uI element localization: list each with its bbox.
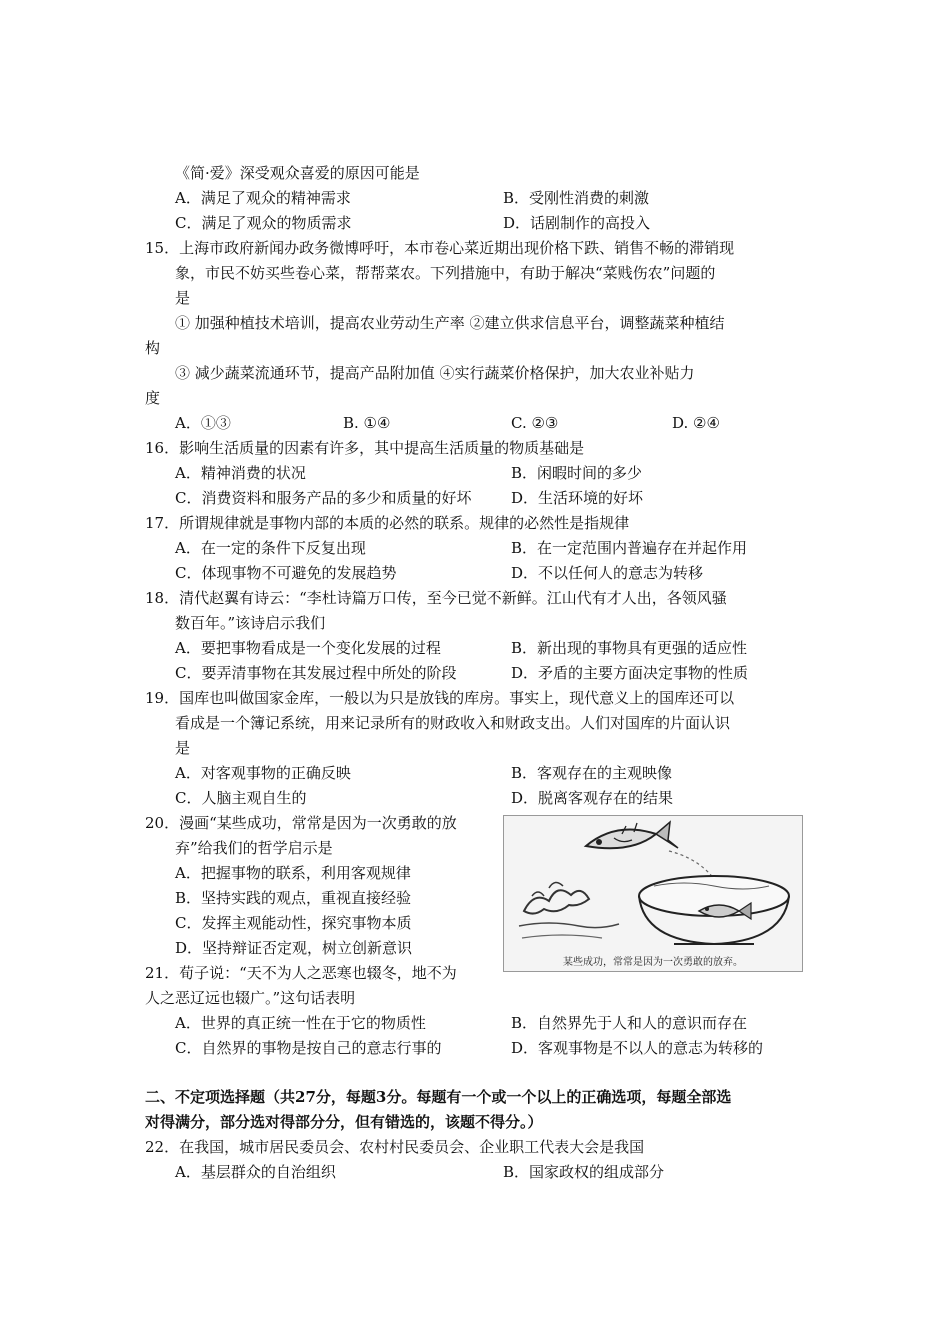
q20-option-d[interactable]: D．坚持辩证否定观，树立创新意识 [175,939,413,957]
q20-option-c[interactable]: C．发挥主观能动性，探究事物本质 [175,914,412,932]
q20-stem-line1: 20．漫画“某些成功，常常是因为一次勇敢的放 [145,814,457,832]
q20-option-b[interactable]: B．坚持实践的观点，重视直接经验 [175,889,412,907]
q18-option-a[interactable]: A．要把事物看成是一个变化发展的过程 [175,639,441,657]
cartoon-caption: 某些成功，常常是因为一次勇敢的放弃。 [563,957,743,968]
q16-option-b[interactable]: B．闲暇时间的多少 [511,464,643,482]
q15-stem-line2: 象，市民不妨买些卷心菜，帮帮菜农。下列措施中，有助于解决“菜贱伤农”问题的 [175,264,716,282]
q22-option-b[interactable]: B．国家政权的组成部分 [503,1163,665,1181]
cartoon-image [503,815,803,972]
q14-option-d[interactable]: D．话剧制作的高投入 [503,214,651,232]
q21-option-a[interactable]: A．世界的真正统一性在于它的物质性 [175,1014,426,1032]
q15-item-line4: 度 [145,389,161,407]
q19-option-a[interactable]: A．对客观事物的正确反映 [175,764,351,782]
q15-item-line1: ① 加强种植技术培训，提高农业劳动生产率 ②建立供求信息平台，调整蔬菜种植结 [175,314,725,332]
q14-option-b[interactable]: B．受刚性消费的刺激 [503,189,650,207]
q20-stem-line2: 弃”给我们的哲学启示是 [175,839,333,857]
q14-option-c[interactable]: C．满足了观众的物质需求 [175,214,352,232]
q21-stem-line1: 21．荀子说：“天不为人之恶寒也辍冬，地不为 [145,964,457,982]
q15-stem-line1: 15．上海市政府新闻办政务微博呼吁，本市卷心菜近期出现价格下跌、销售不畅的滞销现 [145,239,735,257]
q14-stem: 《简·爱》深受观众喜爱的原因可能是 [175,164,420,182]
q17-option-d[interactable]: D．不以任何人的意志为转移 [511,564,704,582]
q15-option-c[interactable]: C. ②③ [511,414,559,432]
q16-option-d[interactable]: D．生活环境的好坏 [511,489,644,507]
section2-title-line1: 二、不定项选择题（共27分，每题3分。每题有一个或一个以上的正确选项，每题全部选 [145,1088,732,1106]
q15-option-d[interactable]: D. ②④ [672,414,720,432]
q17-stem: 17．所谓规律就是事物内部的本质的必然的联系。规律的必然性是指规律 [145,514,630,532]
q15-option-b[interactable]: B. ①④ [343,414,391,432]
q15-item-line2: 构 [145,339,161,357]
q15-stem-line3: 是 [175,289,191,307]
q14-option-a[interactable]: A．满足了观众的精神需求 [175,189,351,207]
q18-stem-line1: 18．清代赵翼有诗云：“李杜诗篇万口传，至今已觉不新鲜。江山代有才人出，各领风骚 [145,589,727,607]
q18-option-d[interactable]: D．矛盾的主要方面决定事物的性质 [511,664,749,682]
q22-stem: 22．在我国，城市居民委员会、农村村民委员会、企业职工代表大会是我国 [145,1138,645,1156]
q18-stem-line2: 数百年。”该诗启示我们 [175,614,326,632]
q18-option-c[interactable]: C．要弄清事物在其发展过程中所处的阶段 [175,664,457,682]
q15-item-line3: ③ 减少蔬菜流通环节，提高产品附加值 ④实行蔬菜价格保护，加大农业补贴力 [175,364,695,382]
q16-option-c[interactable]: C．消费资料和服务产品的多少和质量的好坏 [175,489,472,507]
q19-stem-line1: 19．国库也叫做国家金库，一般以为只是放钱的库房。事实上，现代意义上的国库还可以 [145,689,735,707]
q19-stem-line3: 是 [175,739,191,757]
cartoon-drawing [504,816,802,971]
q21-option-d[interactable]: D．客观事物是不以人的意志为转移的 [511,1039,764,1057]
q19-option-d[interactable]: D．脱离客观存在的结果 [511,789,674,807]
q19-option-b[interactable]: B．客观存在的主观映像 [511,764,673,782]
q20-option-a[interactable]: A．把握事物的联系，利用客观规律 [175,864,411,882]
q18-option-b[interactable]: B．新出现的事物具有更强的适应性 [511,639,748,657]
q17-option-a[interactable]: A．在一定的条件下反复出现 [175,539,366,557]
q19-option-c[interactable]: C．人脑主观自生的 [175,789,307,807]
q22-option-a[interactable]: A．基层群众的自治组织 [175,1163,336,1181]
q21-stem-line2: 人之恶辽远也辍广。”这句话表明 [145,989,356,1007]
q21-option-b[interactable]: B．自然界先于人和人的意识而存在 [511,1014,748,1032]
q17-option-c[interactable]: C．体现事物不可避免的发展趋势 [175,564,397,582]
q16-stem: 16．影响生活质量的因素有许多，其中提高生活质量的物质基础是 [145,439,585,457]
section2-title-line2: 对得满分，部分选对得部分分，但有错选的，该题不得分。） [145,1113,543,1131]
q17-option-b[interactable]: B．在一定范围内普遍存在并起作用 [511,539,748,557]
q21-option-c[interactable]: C．自然界的事物是按自己的意志行事的 [175,1039,442,1057]
q16-option-a[interactable]: A．精神消费的状况 [175,464,306,482]
q19-stem-line2: 看成是一个簿记系统，用来记录所有的财政收入和财政支出。人们对国库的片面认识 [175,714,731,732]
q15-option-a[interactable]: A．①③ [175,414,231,432]
